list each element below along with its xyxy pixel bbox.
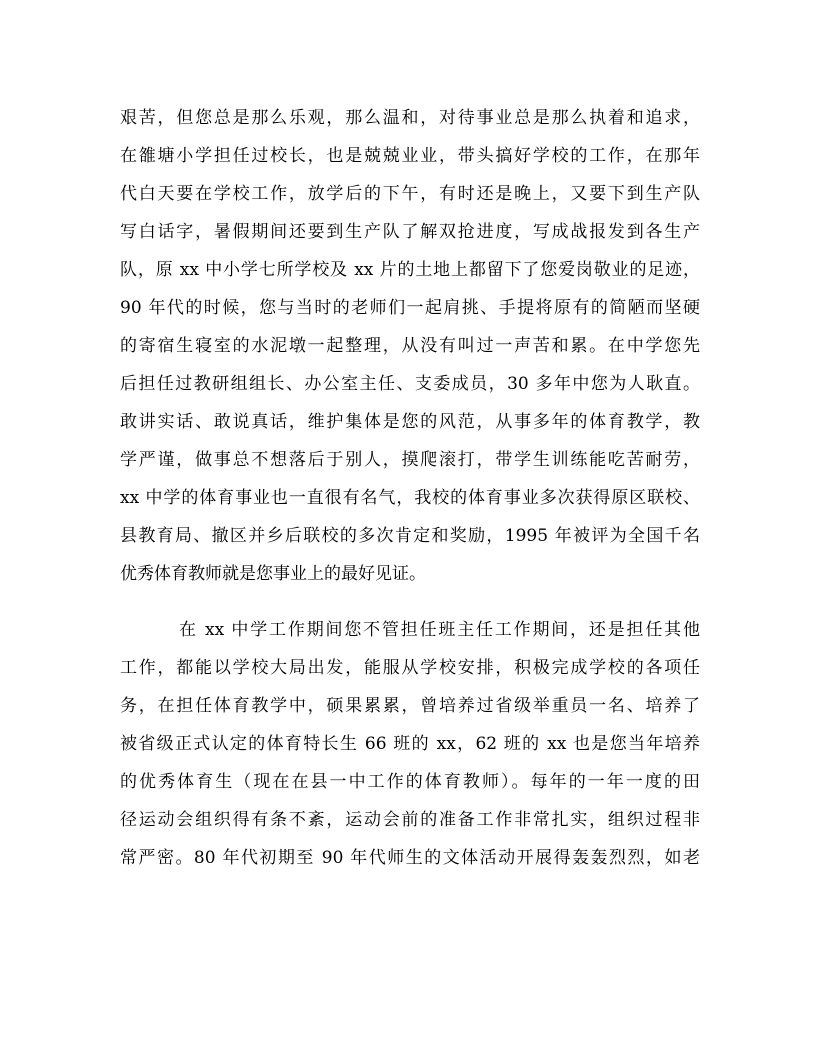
- text-line: 被省级正式认定的体育特长生 66 班的 xx，62 班的 xx 也是您当年培养: [120, 734, 700, 754]
- text-line: 艰苦，但您总是那么乐观，那么温和，对待事业总是那么执着和追求，: [120, 108, 700, 128]
- text-line: 在 xx 中学工作期间您不管担任班主任工作期间，还是担任其他: [179, 620, 700, 640]
- text-line: 写白话字，暑假期间还要到生产队了解双抢进度，写成战报发到各生产: [120, 222, 700, 242]
- text-line: 的寄宿生寝室的水泥墩一起整理，从没有叫过一声苦和累。在中学您先: [120, 336, 700, 356]
- text-line: 工作，都能以学校大局出发，能服从学校安排，积极完成学校的各项任: [120, 658, 700, 678]
- text-line: 敢讲实话、敢说真话，维护集体是您的风范，从事多年的体育教学，教: [120, 412, 700, 432]
- text-line: 代白天要在学校工作，放学后的下午，有时还是晚上，又要下到生产队: [120, 184, 700, 204]
- text-line: 的优秀体育生（现在在县一中工作的体育教师）。每年的一年一度的田: [120, 772, 700, 792]
- text-line: 学严谨，做事总不想落后于别人，摸爬滚打，带学生训练能吃苦耐劳，: [120, 450, 700, 470]
- text-line: 队，原 xx 中小学七所学校及 xx 片的土地上都留下了您爱岗敬业的足迹，: [120, 260, 700, 280]
- text-line: 径运动会组织得有条不紊，运动会前的准备工作非常扎实，组织过程非: [120, 810, 700, 830]
- text-line: 务，在担任体育教学中，硕果累累，曾培养过省级举重员一名、培养了: [120, 696, 700, 716]
- text-line: 在雒塘小学担任过校长，也是兢兢业业，带头搞好学校的工作，在那年: [120, 146, 700, 166]
- text-line: 县教育局、撤区并乡后联校的多次肯定和奖励，1995 年被评为全国千名: [120, 526, 700, 546]
- text-line: 优秀体育教师就是您事业上的最好见证。: [120, 564, 426, 584]
- text-line: 常严密。80 年代初期至 90 年代师生的文体活动开展得轰轰烈烈，如老: [120, 848, 700, 868]
- text-line: 后担任过教研组组长、办公室主任、支委成员，30 多年中您为人耿直。: [120, 374, 700, 394]
- text-line: 90 年代的时候，您与当时的老师们一起肩挑、手提将原有的简陋而坚硬: [120, 298, 700, 318]
- text-line: xx 中学的体育事业也一直很有名气，我校的体育事业多次获得原区联校、: [120, 488, 700, 508]
